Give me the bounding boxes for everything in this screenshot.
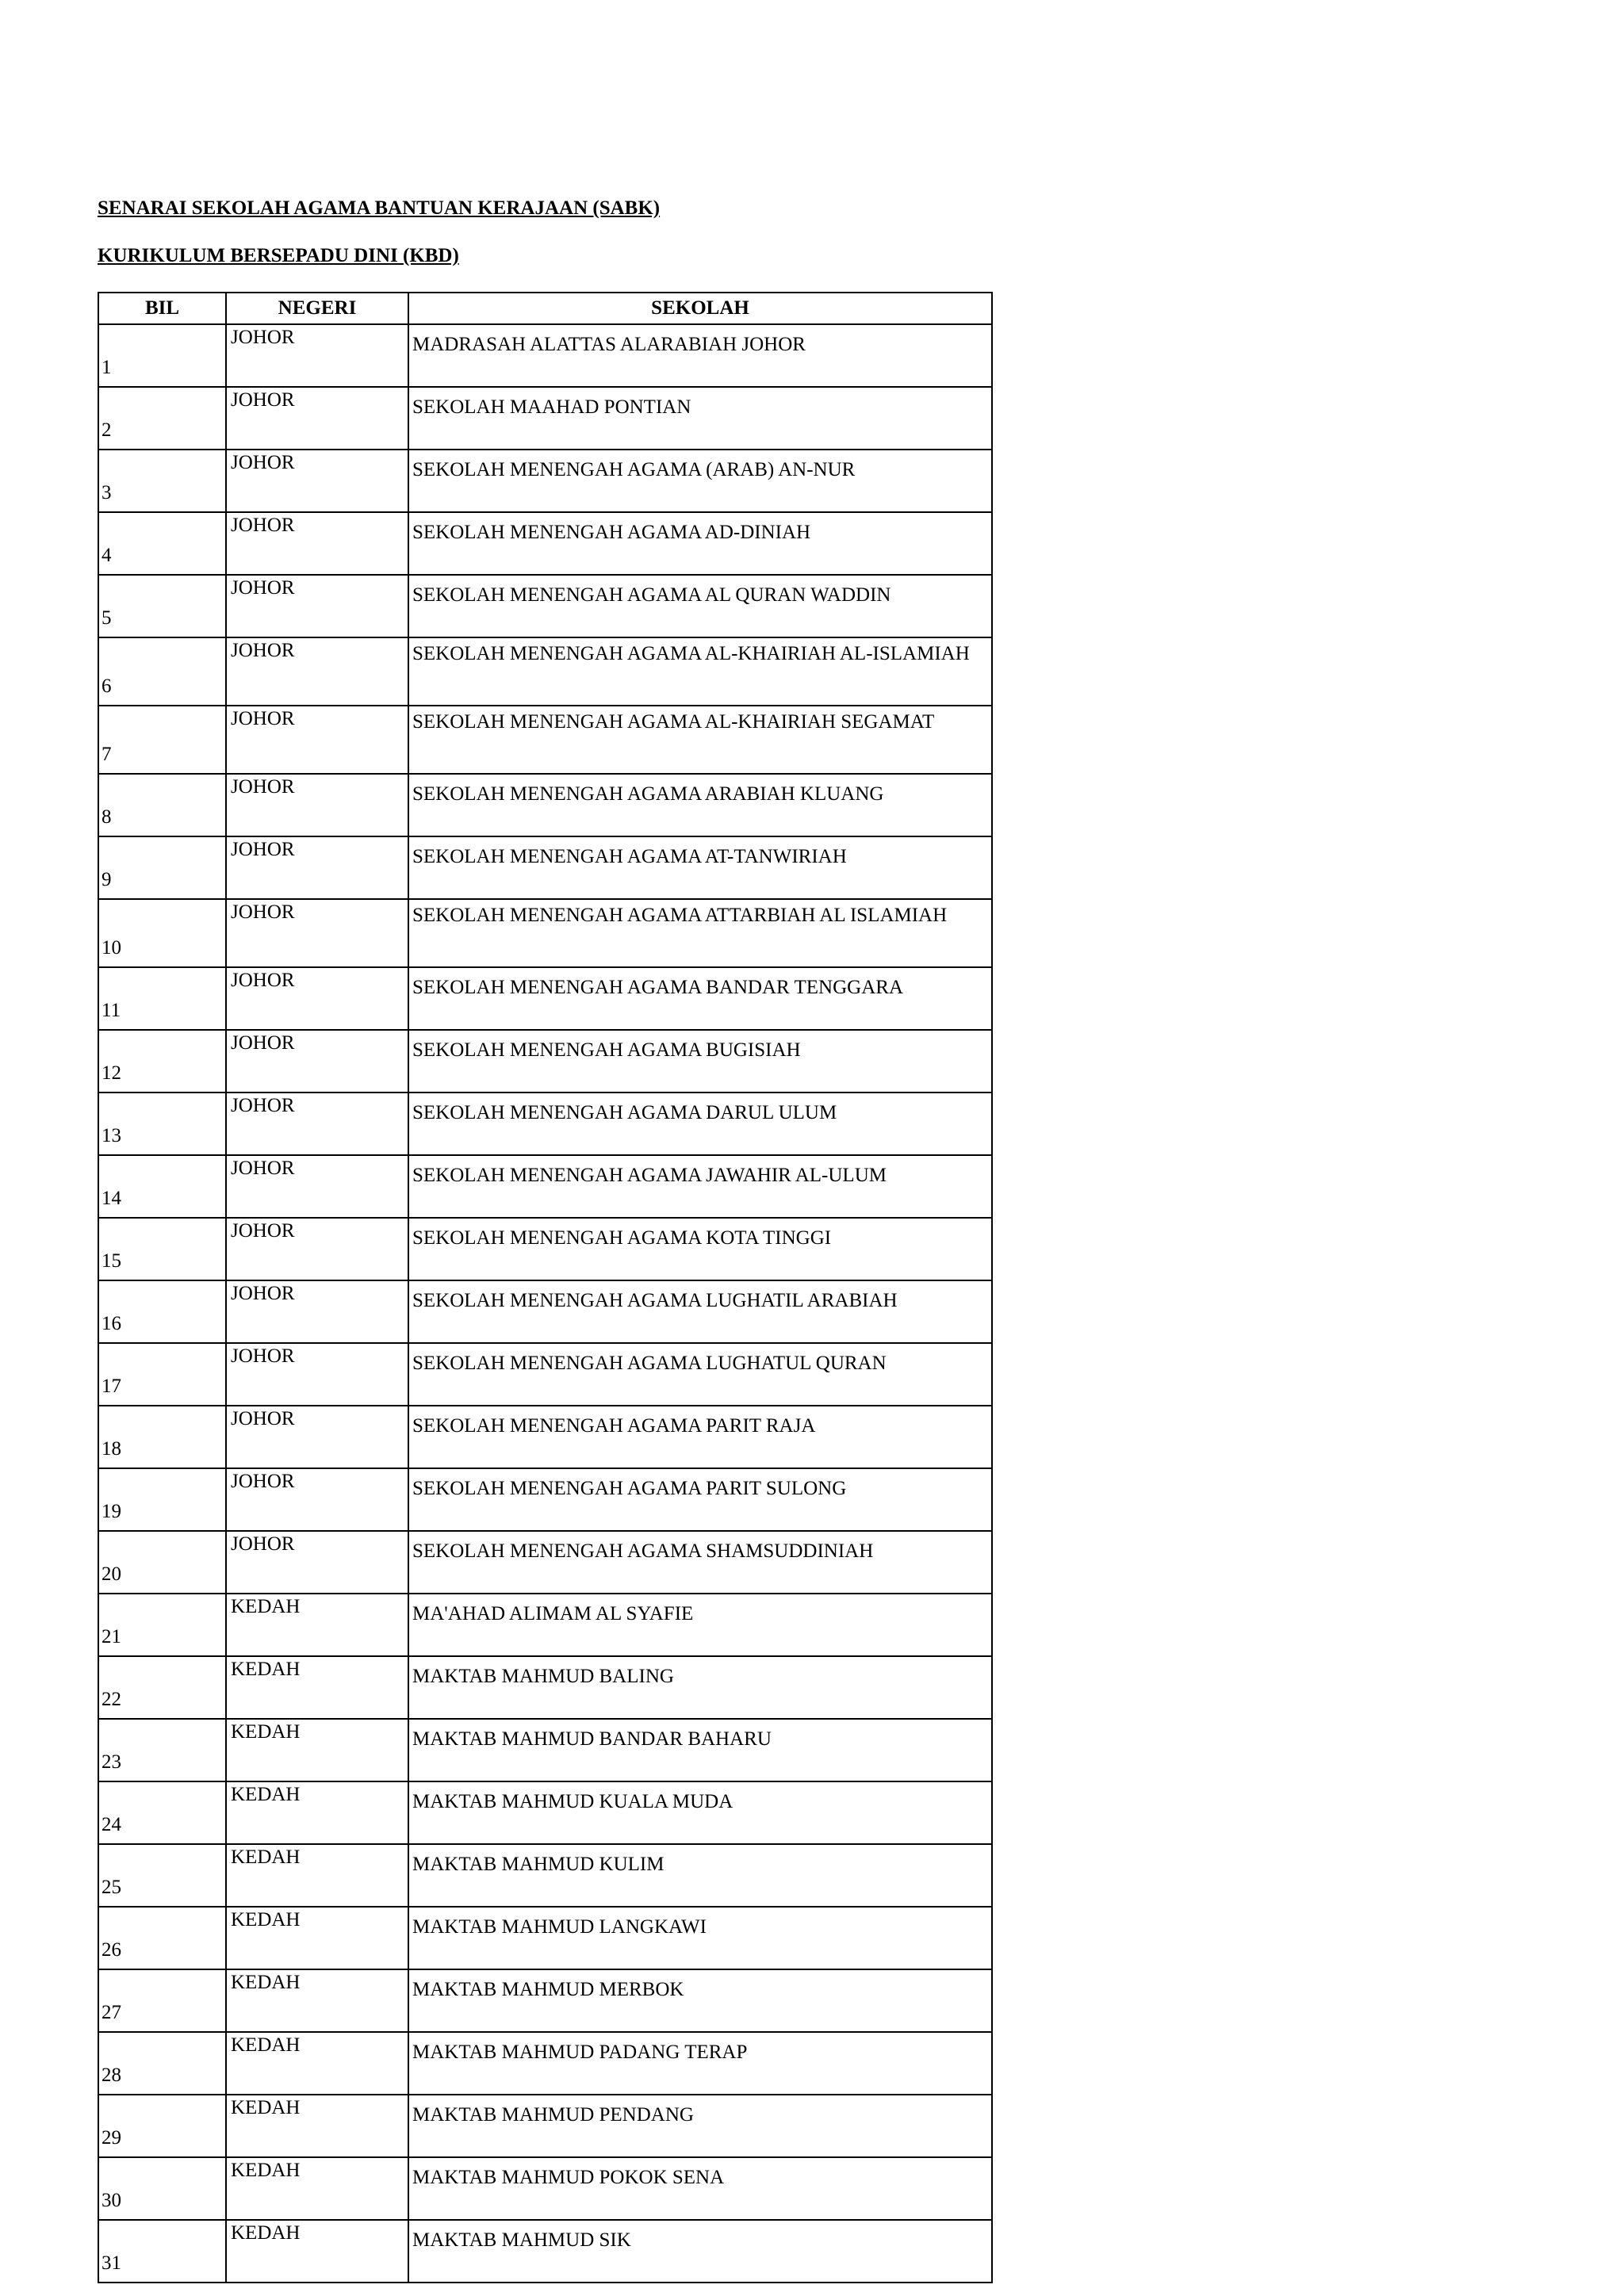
cell-bil: 3 [98,450,226,512]
table-row [98,1280,992,1343]
table-row [98,324,992,387]
document-subtitle: KURIKULUM BERSEPADU DINI (KBD) [98,245,459,266]
cell-sekolah: SEKOLAH MENENGAH AGAMA AL QURAN WADDIN [408,575,992,637]
table-row [98,1468,992,1531]
cell-sekolah: SEKOLAH MENENGAH AGAMA (ARAB) AN-NUR [408,450,992,512]
table-row [98,967,992,1030]
cell-bil: 10 [98,899,226,967]
table-row [98,1594,992,1656]
cell-sekolah: MAKTAB MAHMUD MERBOK [408,1969,992,2032]
table-row [98,637,992,706]
cell-negeri: KEDAH [226,1969,408,2032]
cell-bil: 24 [98,1781,226,1844]
table-header-row [98,293,992,324]
cell-sekolah: SEKOLAH MENENGAH AGAMA AL-KHAIRIAH SEGAMAT [408,706,992,774]
table-row [98,450,992,512]
cell-bil: 27 [98,1969,226,2032]
cell-sekolah: MAKTAB MAHMUD BANDAR BAHARU [408,1719,992,1781]
cell-negeri: JOHOR [226,706,408,774]
cell-bil: 5 [98,575,226,637]
cell-sekolah: MAKTAB MAHMUD KUALA MUDA [408,1781,992,1844]
cell-bil: 17 [98,1343,226,1406]
cell-sekolah: MAKTAB MAHMUD BALING [408,1656,992,1719]
cell-negeri: JOHOR [226,774,408,836]
header-negeri: NEGERI [226,293,408,324]
table-row [98,512,992,575]
cell-negeri: JOHOR [226,1343,408,1406]
cell-sekolah: MAKTAB MAHMUD KULIM [408,1844,992,1907]
table-row [98,2095,992,2157]
cell-bil: 6 [98,637,226,706]
cell-sekolah: SEKOLAH MAAHAD PONTIAN [408,387,992,450]
table-row [98,1781,992,1844]
cell-sekolah: SEKOLAH MENENGAH AGAMA LUGHATUL QURAN [408,1343,992,1406]
cell-sekolah: MAKTAB MAHMUD PADANG TERAP [408,2032,992,2095]
cell-sekolah: SEKOLAH MENENGAH AGAMA BANDAR TENGGARA [408,967,992,1030]
cell-negeri: KEDAH [226,1781,408,1844]
table-row [98,899,992,967]
cell-negeri: KEDAH [226,1844,408,1907]
table-row [98,1406,992,1468]
cell-bil: 15 [98,1218,226,1280]
cell-sekolah: SEKOLAH MENENGAH AGAMA JAWAHIR AL-ULUM [408,1155,992,1218]
cell-bil: 7 [98,706,226,774]
cell-sekolah: MAKTAB MAHMUD POKOK SENA [408,2157,992,2220]
cell-bil: 4 [98,512,226,575]
cell-sekolah: SEKOLAH MENENGAH AGAMA KOTA TINGGI [408,1218,992,1280]
cell-sekolah: MAKTAB MAHMUD LANGKAWI [408,1907,992,1969]
table-row [98,1719,992,1781]
cell-bil: 21 [98,1594,226,1656]
cell-negeri: JOHOR [226,1406,408,1468]
cell-bil: 29 [98,2095,226,2157]
cell-sekolah: MA'AHAD ALIMAM AL SYAFIE [408,1594,992,1656]
cell-bil: 31 [98,2220,226,2283]
table-row [98,1969,992,2032]
cell-bil: 13 [98,1093,226,1155]
table-row [98,1093,992,1155]
cell-bil: 26 [98,1907,226,1969]
table-row [98,2220,992,2283]
cell-bil: 18 [98,1406,226,1468]
cell-sekolah: MAKTAB MAHMUD SIK [408,2220,992,2283]
cell-negeri: JOHOR [226,1030,408,1093]
cell-sekolah: SEKOLAH MENENGAH AGAMA ATTARBIAH AL ISLAMIAH [408,899,992,967]
cell-negeri: JOHOR [226,967,408,1030]
table-row [98,1531,992,1594]
cell-sekolah: SEKOLAH MENENGAH AGAMA SHAMSUDDINIAH [408,1531,992,1594]
table-row [98,2032,992,2095]
cell-bil: 2 [98,387,226,450]
table-row [98,2157,992,2220]
header-sekolah: SEKOLAH [408,293,992,324]
cell-negeri: KEDAH [226,2095,408,2157]
cell-bil: 20 [98,1531,226,1594]
header-bil: BIL [98,293,226,324]
cell-bil: 1 [98,324,226,387]
cell-negeri: JOHOR [226,1218,408,1280]
cell-negeri: JOHOR [226,637,408,706]
table-row [98,1343,992,1406]
cell-bil: 30 [98,2157,226,2220]
cell-negeri: KEDAH [226,1907,408,1969]
cell-bil: 9 [98,836,226,899]
cell-negeri: JOHOR [226,899,408,967]
cell-negeri: JOHOR [226,1093,408,1155]
table-row [98,575,992,637]
cell-negeri: JOHOR [226,450,408,512]
cell-negeri: JOHOR [226,1531,408,1594]
cell-negeri: KEDAH [226,2220,408,2283]
cell-negeri: JOHOR [226,1155,408,1218]
school-table [98,292,993,2283]
table-row [98,706,992,774]
cell-bil: 25 [98,1844,226,1907]
table-row [98,1155,992,1218]
cell-sekolah: SEKOLAH MENENGAH AGAMA LUGHATIL ARABIAH [408,1280,992,1343]
cell-bil: 28 [98,2032,226,2095]
cell-bil: 12 [98,1030,226,1093]
table-row [98,1844,992,1907]
cell-negeri: JOHOR [226,512,408,575]
cell-negeri: KEDAH [226,1656,408,1719]
cell-negeri: JOHOR [226,575,408,637]
cell-sekolah: SEKOLAH MENENGAH AGAMA AT-TANWIRIAH [408,836,992,899]
cell-sekolah: MADRASAH ALATTAS ALARABIAH JOHOR [408,324,992,387]
cell-negeri: JOHOR [226,1280,408,1343]
table-body [98,324,992,2283]
cell-sekolah: SEKOLAH MENENGAH AGAMA AL-KHAIRIAH AL-ISLAMIAH [408,637,992,706]
cell-sekolah: SEKOLAH MENENGAH AGAMA BUGISIAH [408,1030,992,1093]
table-row [98,387,992,450]
cell-negeri: JOHOR [226,387,408,450]
cell-bil: 11 [98,967,226,1030]
cell-negeri: JOHOR [226,1468,408,1531]
cell-sekolah: SEKOLAH MENENGAH AGAMA ARABIAH KLUANG [408,774,992,836]
table-row [98,1907,992,1969]
cell-bil: 8 [98,774,226,836]
cell-negeri: JOHOR [226,324,408,387]
cell-sekolah: SEKOLAH MENENGAH AGAMA PARIT RAJA [408,1406,992,1468]
cell-negeri: KEDAH [226,1594,408,1656]
cell-bil: 14 [98,1155,226,1218]
cell-negeri: JOHOR [226,836,408,899]
cell-sekolah: SEKOLAH MENENGAH AGAMA DARUL ULUM [408,1093,992,1155]
table-row [98,774,992,836]
cell-bil: 23 [98,1719,226,1781]
cell-bil: 22 [98,1656,226,1719]
document-title: SENARAI SEKOLAH AGAMA BANTUAN KERAJAAN (SABK) [98,197,661,219]
cell-bil: 19 [98,1468,226,1531]
cell-sekolah: MAKTAB MAHMUD PENDANG [408,2095,992,2157]
table-row [98,1030,992,1093]
table-row [98,1218,992,1280]
table-row [98,1656,992,1719]
cell-negeri: KEDAH [226,1719,408,1781]
table-row [98,836,992,899]
cell-negeri: KEDAH [226,2032,408,2095]
cell-bil: 16 [98,1280,226,1343]
cell-sekolah: SEKOLAH MENENGAH AGAMA PARIT SULONG [408,1468,992,1531]
cell-negeri: KEDAH [226,2157,408,2220]
cell-sekolah: SEKOLAH MENENGAH AGAMA AD-DINIAH [408,512,992,575]
